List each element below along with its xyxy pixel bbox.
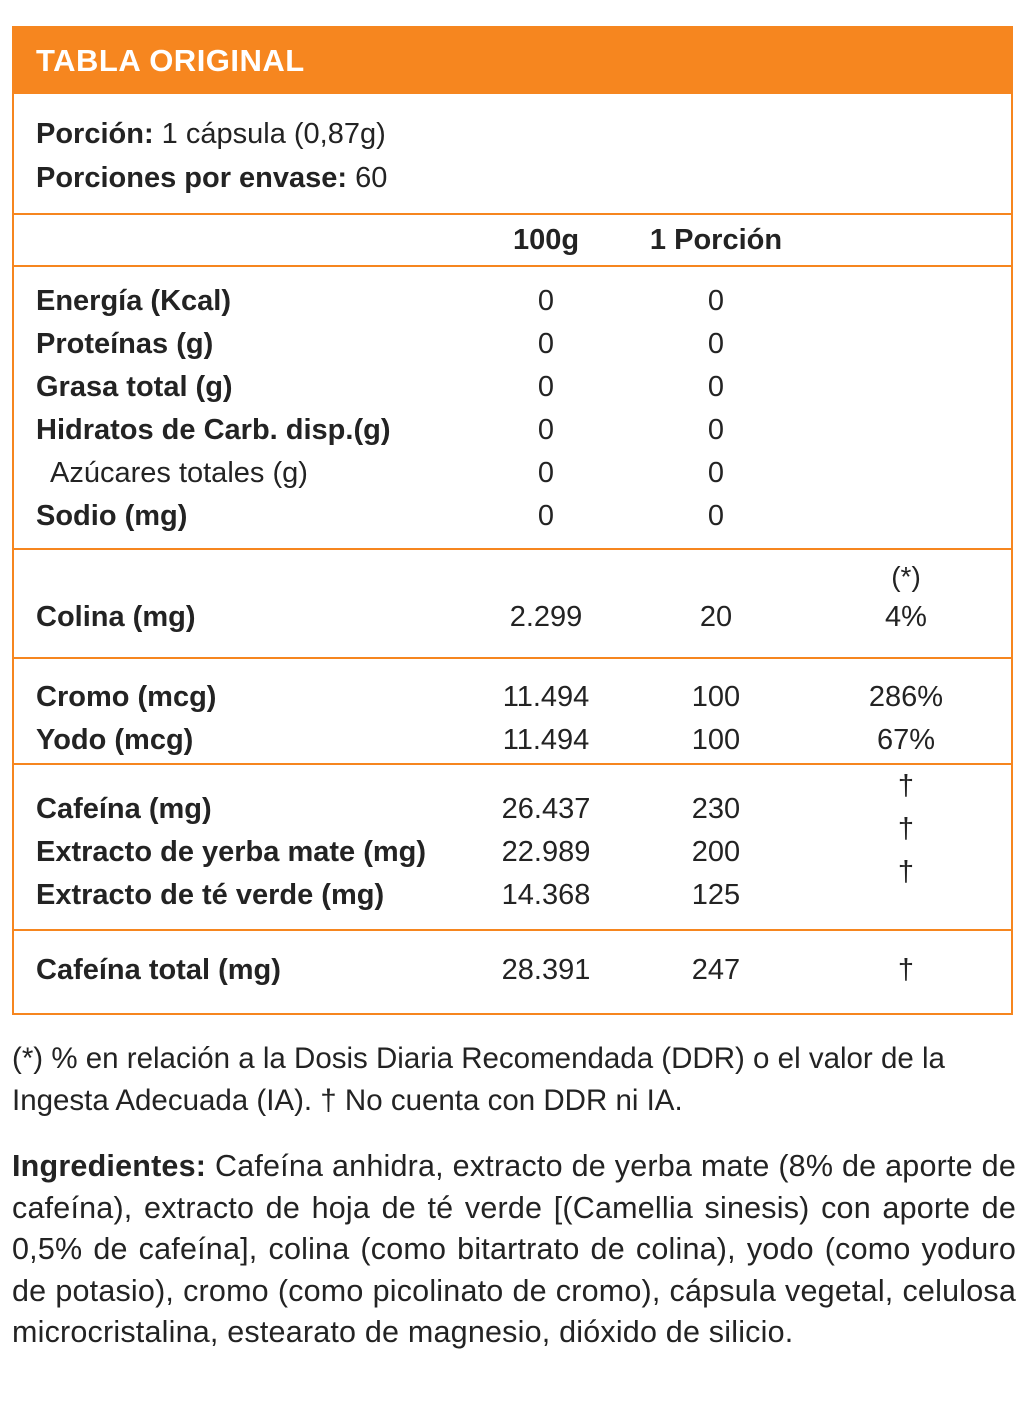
row-value-100g: 0 [537,328,555,360]
column-header-portion: 1 Porción [649,223,783,256]
macronutrients-section [14,265,1011,548]
ddr-marker: (*) [891,561,921,592]
dagger-symbol: † [897,954,915,986]
column-headers-section [14,213,1011,265]
table-row-te-verde [14,856,1011,917]
caffeine-section [14,763,1011,929]
caffeine-total-section [14,929,1011,1013]
table-row-cafeina [14,770,1011,831]
column-header-100g: 100g [512,223,580,256]
row-value-100g: 2.299 [509,601,583,633]
row-value-portion: 0 [707,328,725,360]
row-value-portion: 230 [691,793,741,825]
serving-size-label: Porción: [36,118,154,150]
ddr-footnote: (*) % en relación a la Dosis Diaria Recomendada (DDR) o el valor de la Ingesta Adecuada (IA). † No cuenta con DDR ni IA. [12,1042,945,1117]
nutrition-table [12,26,1013,1015]
serving-size-value: 1 cápsula (0,87g) [153,118,386,150]
row-label: Energía (Kcal) [36,285,231,317]
row-value-100g: 0 [537,371,555,403]
table-row-yodo [14,719,1011,762]
ingredients-label: Ingredientes: [12,1149,207,1183]
row-value-portion: 200 [691,836,741,868]
row-value-portion: 247 [691,954,741,986]
row-value-100g: 28.391 [501,954,591,986]
row-value-portion: 0 [707,500,725,532]
row-value-portion: 20 [699,601,733,633]
table-row-hidratos [14,409,1011,452]
row-value-pct: 67% [876,724,936,756]
colina-section [14,548,1011,657]
table-title: TABLA ORIGINAL [36,43,305,78]
table-row-cromo [14,676,1011,719]
ddr-marker-row [14,558,1011,596]
dagger-symbol: † [897,770,915,802]
row-value-portion: 125 [691,879,741,911]
table-header-bar [14,28,1011,94]
table-row-energia [14,280,1011,323]
row-label: Cafeína total (mg) [36,954,281,986]
table-row-colina [14,596,1011,639]
row-value-pct: 286% [868,681,944,713]
ingredients-text: Cafeína anhidra, extracto de yerba mate (8% de aporte de cafeína), extracto de hoja de té verde [(Camellia sinesis) con aporte de 0,5% de cafeína], colina (como bitartrato de colina), yodo (como yoduro de potasio), cromo (como picolinato de cromo), cápsula vegetal, celulosa microcristalina, estearato de magnesio, dióxido de silicio. [12,1149,1016,1349]
servings-per-container-line [36,156,989,200]
row-value-portion: 0 [707,371,725,403]
row-value-100g: 26.437 [501,793,591,825]
table-row-azucares [14,452,1011,495]
row-value-100g: 0 [537,285,555,317]
row-label: Extracto de yerba mate (mg) [36,836,427,868]
row-value-pct: 4% [885,601,927,633]
ingredients-paragraph [12,1146,1016,1354]
row-value-portion: 100 [691,681,741,713]
row-value-portion: 0 [707,414,725,446]
row-value-100g: 0 [537,500,555,532]
row-value-100g: 11.494 [502,724,590,756]
row-label: Colina (mg) [36,601,196,633]
dagger-symbol: † [897,856,915,888]
row-label: Cromo (mcg) [36,681,217,713]
row-label: Azúcares totales (g) [50,457,308,489]
row-value-portion: 100 [691,724,741,756]
table-row-yerba-mate [14,813,1011,874]
column-headers-row [14,224,1011,257]
row-value-portion: 0 [707,457,725,489]
row-value-100g: 14.368 [501,879,591,911]
row-label: Extracto de té verde (mg) [36,879,385,911]
row-label: Sodio (mg) [36,500,188,532]
row-label: Grasa total (g) [36,371,233,403]
minerals-section [14,657,1011,763]
row-value-100g: 11.494 [502,681,590,713]
row-label: Hidratos de Carb. disp.(g) [36,414,391,446]
row-value-100g: 22.989 [501,836,591,868]
row-label: Proteínas (g) [36,328,214,360]
table-row-cafeina-total [14,949,1011,992]
row-value-100g: 0 [537,457,555,489]
table-row-grasa-total [14,366,1011,409]
row-value-portion: 0 [707,285,725,317]
serving-info-section [14,94,1011,213]
row-label: Cafeína (mg) [36,793,212,825]
dagger-symbol: † [897,813,915,845]
table-row-proteinas [14,323,1011,366]
row-label: Yodo (mcg) [36,724,194,756]
servings-per-container-value: 60 [347,162,388,194]
row-value-100g: 0 [537,414,555,446]
serving-size-line [36,112,989,156]
table-row-sodio [14,495,1011,538]
servings-per-container-label: Porciones por envase: [36,162,348,194]
